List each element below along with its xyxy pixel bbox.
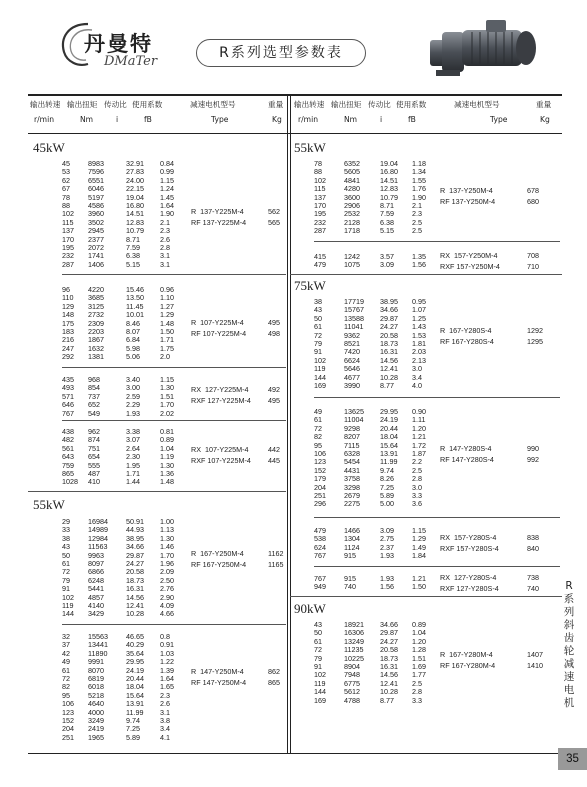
weight-values: 1407 1410 (527, 650, 543, 670)
table-header-rule (28, 133, 562, 134)
factor-values: 1.35 1.56 (412, 252, 426, 270)
motor-type: R 167-Y280M-4 RF 167-Y280M-4 (440, 650, 496, 670)
power-heading-45kw: 45kW (33, 140, 65, 155)
col-factor-unit: fB (408, 115, 416, 124)
power-heading-55kw: 55kW (33, 497, 65, 512)
col-speed-unit: r/min (298, 115, 319, 124)
group-separator (314, 566, 560, 567)
col-type-unit: Type (211, 115, 229, 124)
ratio-values: 3.38 3.07 2.64 2.30 1.95 1.71 1.44 (126, 427, 140, 487)
group-separator (62, 624, 286, 625)
ratio-values: 50.91 44.93 38.95 34.66 29.87 24.27 20.58 18.73 16.31 14.56 12.41 10.28 (126, 517, 144, 619)
weight-values: 442 445 (268, 445, 280, 465)
group-separator (62, 274, 286, 275)
col-ratio: 传动比 (104, 100, 127, 109)
torque-values: 15563 13441 11890 9991 8070 6819 6018 5218 4640 4000 3249 2419 1965 (88, 632, 108, 742)
power-heading-90kw: 90kW (294, 601, 326, 616)
speed-values: 415 479 (314, 252, 326, 270)
factor-values: 1.15 1.29 1.49 1.84 (412, 526, 426, 561)
speed-values: 43 50 61 72 79 91 102 119 144 169 (314, 620, 326, 705)
col-torque: 输出扭矩 (67, 100, 98, 109)
weight-values: 838 840 (527, 533, 539, 553)
ratio-values: 29.95 24.19 20.44 18.04 15.64 13.91 11.99 9.74 8.26 7.25 5.89 5.00 (380, 407, 398, 509)
speed-values: 435 493 571 646 767 (62, 375, 74, 418)
speed-values: 78 88 102 115 137 170 195 232 287 (314, 159, 326, 236)
ratio-values: 3.57 3.09 (380, 252, 394, 270)
weight-values: 562 565 (268, 207, 280, 227)
torque-values: 968 854 737 652 549 (88, 375, 100, 418)
group-separator (314, 241, 560, 242)
ratio-values: 34.66 29.87 24.27 20.58 18.73 16.31 14.56 12.41 10.28 8.77 (380, 620, 398, 705)
motor-type: R 167-Y280S-4 RF 167-Y280S-4 (440, 326, 494, 346)
factor-values: 0.95 1.07 1.25 1.43 1.53 1.81 2.03 2.13 3.0 3.4 4.0 (412, 297, 426, 391)
col-torque: 输出扭矩 (331, 100, 362, 109)
motor-type: R 167-Y250M-4 RF 167-Y250M-4 (191, 549, 247, 569)
power-heading-75kw: 75kW (294, 278, 326, 293)
weight-values: 1292 1295 (527, 326, 543, 346)
col-speed: 输出转速 (30, 100, 61, 109)
speed-values: 96 110 129 148 175 183 216 247 292 (62, 285, 74, 362)
ratio-values: 1.93 1.56 (380, 574, 394, 592)
column-header-right (294, 97, 560, 133)
torque-values: 16984 14989 12984 11563 9963 8097 6866 6248 5441 4857 4140 3429 (88, 517, 108, 619)
group-separator (314, 397, 560, 398)
col-weight: 重量 (268, 100, 284, 109)
brand-logo (58, 18, 208, 76)
col-speed-unit: r/min (34, 115, 55, 124)
torque-values: 915 740 (344, 574, 356, 592)
group-separator (62, 367, 286, 368)
col-weight-unit: Kg (540, 115, 550, 124)
torque-values: 1242 1075 (344, 252, 360, 270)
ratio-values: 46.65 40.29 35.64 29.95 24.19 20.44 18.04 15.64 13.91 11.99 9.74 7.25 5.89 (126, 632, 144, 742)
factor-values: 1.21 1.50 (412, 574, 426, 592)
weight-values: 862 865 (268, 667, 280, 687)
speed-values: 32 37 42 49 61 72 82 95 106 123 152 204 251 (62, 632, 74, 742)
factor-values: 0.84 0.99 1.15 1.24 1.45 1.64 1.90 2.1 2.3 2.6 2.8 3.1 3.1 (160, 159, 174, 269)
motor-type: RX 127-Y225M-4 RXF 127-Y225M-4 (191, 385, 251, 405)
col-factor: 使用系数 (396, 100, 427, 109)
factor-values: 0.89 1.04 1.20 1.28 1.51 1.69 1.77 2.5 2.8 3.3 (412, 620, 426, 705)
col-speed: 输出转速 (294, 100, 325, 109)
table-top-rule (28, 94, 562, 96)
weight-values: 495 498 (268, 318, 280, 338)
col-ratio-unit: i (380, 115, 383, 124)
weight-values: 738 740 (527, 573, 539, 593)
speed-values: 49 61 72 82 95 106 123 152 179 204 251 296 (314, 407, 326, 509)
speed-values: 45 53 62 67 78 88 102 115 137 170 195 232 287 (62, 159, 74, 269)
group-separator (62, 420, 286, 421)
torque-values: 17719 15767 13588 11041 9362 8521 7420 6624 5646 4677 3990 (344, 297, 364, 391)
brand-name-en: DMaTer (104, 54, 158, 69)
torque-values: 18921 16306 13249 11235 10225 8904 7948 6775 5612 4788 (344, 620, 364, 705)
speed-values: 29 33 38 43 50 61 72 79 91 102 119 144 (62, 517, 74, 619)
weight-values: 1162 1165 (268, 549, 284, 569)
col-weight-unit: Kg (272, 115, 282, 124)
column-header-left (30, 97, 286, 133)
factor-values: 0.81 0.89 1.04 1.19 1.30 1.36 1.48 (160, 427, 174, 487)
motor-type: R 147-Y250M-4 RF 147-Y250M-4 (191, 667, 247, 687)
col-type: 减速电机型号 (190, 100, 236, 109)
factor-values: 0.96 1.10 1.27 1.29 1.48 1.50 1.71 1.75 2.0 (160, 285, 174, 362)
motor-type: RX 107-Y225M-4 RXF 107-Y225M-4 (191, 445, 251, 465)
factor-values: 0.8 0.91 1.03 1.22 1.39 1.64 1.65 2.3 2.6 3.1 3.8 3.4 4.1 (160, 632, 174, 742)
col-weight: 重量 (536, 100, 552, 109)
motor-type: R 137-Y250M-4 RF 137-Y250M-4 (440, 186, 496, 206)
motor-type: RX 157-Y280S-4 RXF 157-Y280S-4 (440, 533, 499, 553)
motor-type: RX 127-Y280S-4 RXF 127-Y280S-4 (440, 573, 499, 593)
motor-type: R 147-Y280S-4 RF 147-Y280S-4 (440, 444, 494, 464)
weight-values: 678 680 (527, 186, 539, 206)
torque-values: 6352 5605 4841 4280 3600 2906 2532 2128 1718 (344, 159, 360, 236)
motor-type: R 107-Y225M-4 RF 107-Y225M-4 (191, 318, 247, 338)
section-separator (290, 596, 562, 597)
page-title: R系列选型参数表 (196, 39, 366, 67)
speed-values: 38 43 50 61 72 79 91 102 119 144 169 (314, 297, 326, 391)
col-type: 减速电机型号 (454, 100, 500, 109)
factor-values: 1.18 1.34 1.55 1.76 1.90 2.1 2.3 2.5 2.5 (412, 159, 426, 236)
torque-values: 962 874 751 654 555 487 410 (88, 427, 100, 487)
section-separator (290, 274, 562, 275)
gear-motor-image (428, 10, 546, 82)
group-separator (314, 517, 560, 518)
speed-values: 479 538 624 767 (314, 526, 326, 561)
ratio-values: 3.09 2.75 2.37 1.93 (380, 526, 394, 561)
torque-values: 1466 1304 1124 915 (344, 526, 360, 561)
torque-values: 13625 11004 9298 8207 7115 6328 5454 4431 3758 3298 2679 2275 (344, 407, 364, 509)
ratio-values: 3.40 3.00 2.59 2.29 1.93 (126, 375, 140, 418)
table-center-divider-2 (290, 94, 291, 754)
torque-values: 8983 7596 6551 6046 5197 4586 3960 3502 2945 2377 2072 1741 1406 (88, 159, 104, 269)
speed-values: 767 949 (314, 574, 326, 592)
ratio-values: 32.91 27.83 24.00 22.15 19.04 16.80 14.51 12.83 10.79 8.71 7.59 6.38 5.15 (126, 159, 144, 269)
table-bottom-rule (28, 753, 562, 754)
factor-values: 1.15 1.30 1.51 1.70 2.02 (160, 375, 174, 418)
col-ratio: 传动比 (368, 100, 391, 109)
col-ratio-unit: i (116, 115, 119, 124)
ratio-values: 38.95 34.66 29.87 24.27 20.58 18.73 16.31 14.56 12.41 10.28 8.77 (380, 297, 398, 391)
weight-values: 492 495 (268, 385, 280, 405)
ratio-values: 15.46 13.50 11.45 10.01 8.46 8.07 6.84 5.98 5.06 (126, 285, 144, 362)
ratio-values: 19.04 16.80 14.51 12.83 10.79 8.71 7.59 6.38 5.15 (380, 159, 398, 236)
speed-values: 438 482 561 643 759 865 1028 (62, 427, 78, 487)
col-torque-unit: Nm (344, 115, 358, 124)
col-type-unit: Type (490, 115, 508, 124)
motor-type: RX 157-Y250M-4 RXF 157-Y250M-4 (440, 251, 500, 271)
table-center-divider (287, 94, 288, 754)
page-number: 35 (558, 748, 587, 770)
power-heading-55kw-right: 55kW (294, 140, 326, 155)
brand-name-cn: 丹曼特 (84, 32, 153, 56)
weight-values: 990 992 (527, 444, 539, 464)
col-factor-unit: fB (144, 115, 152, 124)
factor-values: 1.00 1.13 1.30 1.46 1.70 1.96 2.09 2.50 2.76 2.90 4.09 4.66 (160, 517, 174, 619)
motor-type: R 137-Y225M-4 RF 137-Y225M-4 (191, 207, 247, 227)
factor-values: 0.90 1.11 1.20 1.21 1.72 1.87 2.2 2.5 2.8 3.0 3.3 3.6 (412, 407, 426, 509)
weight-values: 708 710 (527, 251, 539, 271)
torque-values: 4220 3685 3125 2732 2309 2203 1867 1632 1381 (88, 285, 104, 362)
col-factor: 使用系数 (132, 100, 163, 109)
col-torque-unit: Nm (80, 115, 94, 124)
section-separator (28, 491, 286, 492)
side-category-label: R 系 列 斜 齿 轮 减 速 电 机 (563, 580, 575, 709)
